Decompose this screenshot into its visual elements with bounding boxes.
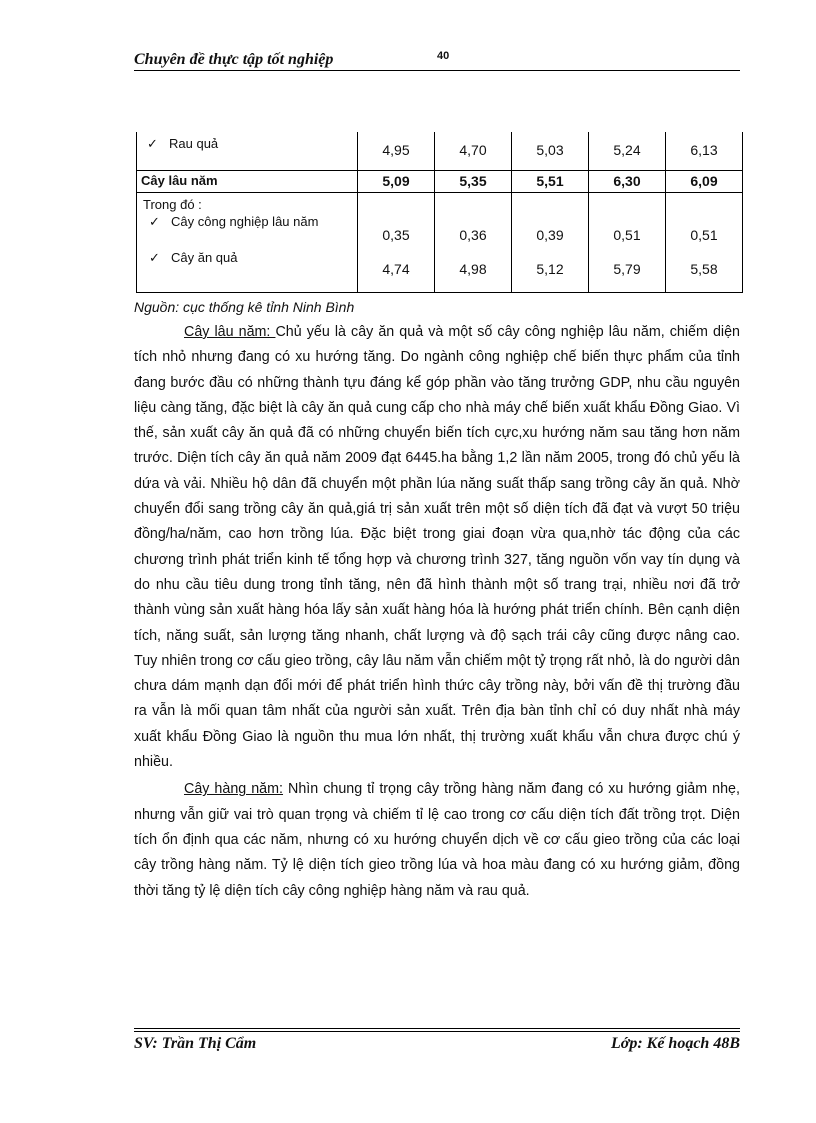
table-cell: 5,35 <box>459 172 487 189</box>
table-cell: 4,74 <box>382 260 410 277</box>
paragraph-text: Chủ yếu là cây ăn quả và một số cây công nghiệp lâu năm, chiếm diện tích nhỏ nhưng đang có xu hướng tăng. Do ngành công nghiệp chế biến thực phẩm của tỉnh đang bước đầu có những thành tựu đáng kể góp phần vào tăng trưởng GDP, nhu cầu nguyên liệu càng tăng, đặc biệt là cây ăn quả cung cấp cho nhà máy chế biến xuất khẩu Đồng Giao. Vì thế, sản xuất cây ăn quả đã có những chuyển biến tích cực,xu hướng năm sau tăng hơn năm trước. Diện tích cây ăn quả năm 2009 đạt 6445.ha bằng 1,2 lần năm 2005, trong đó chủ yếu là dứa và vải. Nhiều hộ dân đã chuyển một phần lúa năng suất thấp sang trồng cây ăn quả. Nhờ chuyển đổi sang trồng cây ăn quả,giá trị sản xuất trên một số diện tích đã đạt và vượt 50 triệu đồng/ha/năm, cao hơn trồng lúa. Đặc biệt trong giai đoạn vừa qua,nhờ tác động của các chương trình phát triển kinh tế tổng hợp và chương trình 327, tăng nguồn vốn vay tín dụng và do nhu cầu tiêu dung trong tỉnh tăng, nên đã hình thành một số trang trại, nhiều nơi đã trở thành vùng sản xuất hàng hóa lấy sản xuất hàng hóa là hướng phát triển chính. Bên cạnh diện tích, năng suất, sản lượng tăng nhanh, chất lượng và độ sạch trái cây cũng được nâng cao. Tuy nhiên trong cơ cấu gieo trồng, cây lâu năm vẫn chiếm một tỷ trọng rất nhỏ, là do người dân chưa dám mạnh dạn đổi mới để phát triển hình thức cây trồng này, bởi vấn đề thị trường đầu ra vẫn là mối quan tâm nhất của người sản xuất. Trên địa bàn tỉnh chỉ có duy nhất nhà máy xuất khẩu Đồng Giao là nguồn thu mua lớn nhất, thị trường xuất khẩu vẫn chưa được chú ý nhiều. <box>134 324 740 771</box>
table-cell: 0,39 <box>536 226 564 243</box>
table-cell: 5,58 <box>690 260 718 277</box>
footer-rule <box>134 1031 740 1032</box>
table-cell: 4,70 <box>459 142 487 158</box>
table-cell: 5,79 <box>613 260 641 277</box>
paragraph-perennial-crops <box>134 320 740 775</box>
table-cell: 6,30 <box>613 172 641 189</box>
table-cell: 5,24 <box>613 142 641 158</box>
body-text <box>134 320 740 904</box>
table-cell: 0,35 <box>382 226 410 243</box>
row-label: Cây lâu năm <box>141 172 218 188</box>
paragraph-annual-crops <box>134 777 740 903</box>
check-icon: ✓ <box>149 213 160 229</box>
table-row <box>137 170 743 192</box>
student-name: SV: Trần Thị Cẩm <box>134 1035 257 1052</box>
table-cell: 4,95 <box>382 142 410 158</box>
paragraph-text: Nhìn chung tỉ trọng cây trồng hàng năm đang có xu hướng giảm nhẹ, nhưng vẫn giữ vai trò quan trọng và chiếm tỉ lệ cao trong cơ cấu diện tích đất trồng trọt. Diện tích ổn định qua các năm, nhưng có xu hướng chuyển dịch về cơ cấu gieo trồng của các loại cây trồng hàng năm. Tỷ lệ diện tích gieo trồng lúa và hoa màu đang có xu hướng giảm, đồng thời tăng tỷ lệ diện tích cây công nghiệp hàng năm và rau quả. <box>134 781 740 899</box>
table-cell: 6,09 <box>690 172 718 189</box>
check-icon: ✓ <box>149 249 160 265</box>
table-cell: 5,03 <box>536 142 564 158</box>
row-label: Rau quả <box>169 136 219 151</box>
table-row <box>137 192 743 292</box>
table-row <box>137 132 743 170</box>
statistics-table <box>136 132 743 293</box>
table-source-note: Nguồn: cục thống kê tỉnh Ninh Bình <box>134 299 355 315</box>
document-title: Chuyên đề thực tập tốt nghiệp <box>134 51 334 68</box>
table-cell: 5,51 <box>536 172 564 189</box>
class-name: Lớp: Kế hoạch 48B <box>610 1035 740 1052</box>
table-cell: 5,09 <box>382 172 410 189</box>
table-cell: 0,51 <box>690 226 718 243</box>
sub-row-label: Cây công nghiệp lâu năm <box>171 213 319 229</box>
paragraph-heading: Cây hàng năm: <box>184 781 284 798</box>
table-cell: 0,51 <box>613 226 641 243</box>
footer-rule <box>134 1028 740 1029</box>
sub-row-label: Cây ăn quả <box>171 249 238 265</box>
row-label: Trong đó : <box>143 196 202 212</box>
table-cell: 5,12 <box>536 260 564 277</box>
page-header <box>134 48 740 74</box>
table-cell: 4,98 <box>459 260 487 277</box>
table-cell: 0,36 <box>459 226 487 243</box>
table-cell: 6,13 <box>690 142 718 158</box>
page-number: 40 <box>437 50 450 62</box>
check-icon: ✓ <box>147 136 158 151</box>
page-footer <box>134 1028 740 1058</box>
paragraph-heading: Cây lâu năm: <box>184 324 276 340</box>
header-rule <box>134 70 740 71</box>
